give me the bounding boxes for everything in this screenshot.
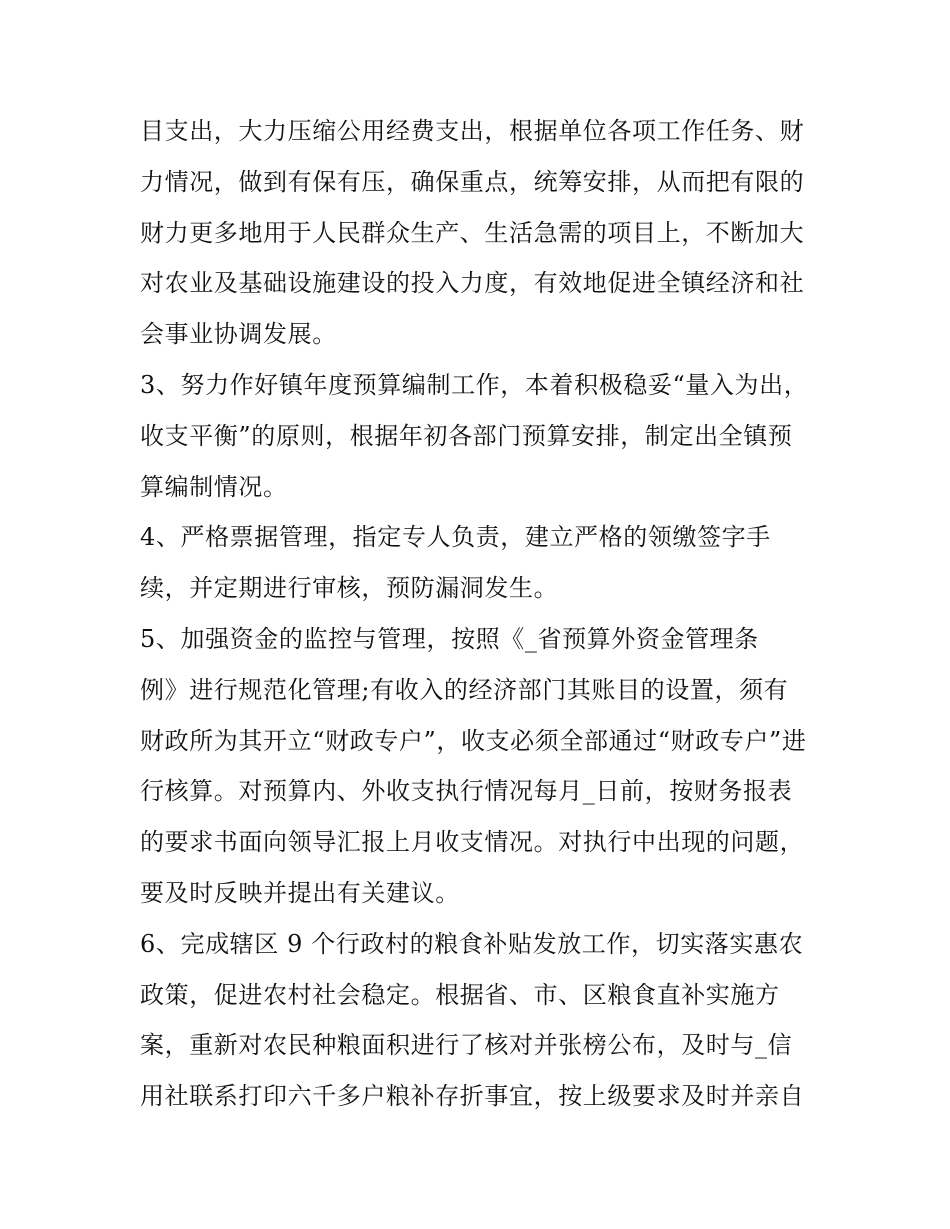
- text-line: 案，重新对农民种粮面积进行了核对并张榜公布，及时与_信: [140, 1031, 793, 1060]
- text-line: 会事业协调发展。: [140, 320, 337, 349]
- text-line: 目支出，大力压缩公用经费支出，根据单位各项工作任务、财: [140, 117, 805, 145]
- text-line: 要及时反映并提出有关建议。: [140, 878, 460, 907]
- text-line: 收支平衡”的原则，根据年初各部门预算安排，制定出全镇预: [140, 421, 793, 450]
- text-line: 用社联系打印六千多户粮补存折事宜，按上级要求及时并亲自: [140, 1082, 805, 1111]
- text-line: 政策，促进农村社会稳定。根据省、市、区粮食直补实施方: [140, 980, 780, 1009]
- text-line: 3、努力作好镇年度预算编制工作，本着积极稳妥“量入为出，: [140, 370, 809, 399]
- text-line: 6、完成辖区 9 个行政村的粮食补贴发放工作，切实落实惠农: [140, 929, 804, 958]
- text-line: 算编制情况。: [140, 472, 288, 501]
- paragraph-item-6: [140, 919, 820, 1122]
- text-line: 行核算。对预算内、外收支执行情况每月_日前，按财务报表: [140, 777, 793, 806]
- text-line: 对农业及基础设施建设的投入力度，有效地促进全镇经济和社: [140, 269, 805, 298]
- paragraph-item-3: [140, 360, 820, 512]
- paragraph-continuation: [140, 106, 820, 360]
- text-line: 例》进行规范化管理;有收入的经济部门其账目的设置，须有: [140, 675, 789, 704]
- text-line: 4、严格票据管理，指定专人负责，建立严格的领缴签字手: [140, 523, 771, 552]
- paragraph-item-5: [140, 614, 820, 919]
- text-line: 续，并定期进行审核，预防漏洞发生。: [140, 574, 559, 603]
- text-line: 力情况，做到有保有压，确保重点，统筹安排，从而把有限的: [140, 167, 805, 196]
- text-line: 财政所为其开立“财政专户”，收支必须全部通过“财政专户”进: [140, 726, 807, 755]
- document-body: [140, 106, 820, 1122]
- text-line: 5、加强资金的监控与管理，按照《_省预算外资金管理条: [140, 624, 759, 653]
- text-line: 的要求书面向领导汇报上月收支情况。对执行中出现的问题，: [140, 828, 805, 857]
- text-line: 财力更多地用于人民群众生产、生活急需的项目上，不断加大: [140, 218, 805, 247]
- paragraph-item-4: [140, 512, 820, 614]
